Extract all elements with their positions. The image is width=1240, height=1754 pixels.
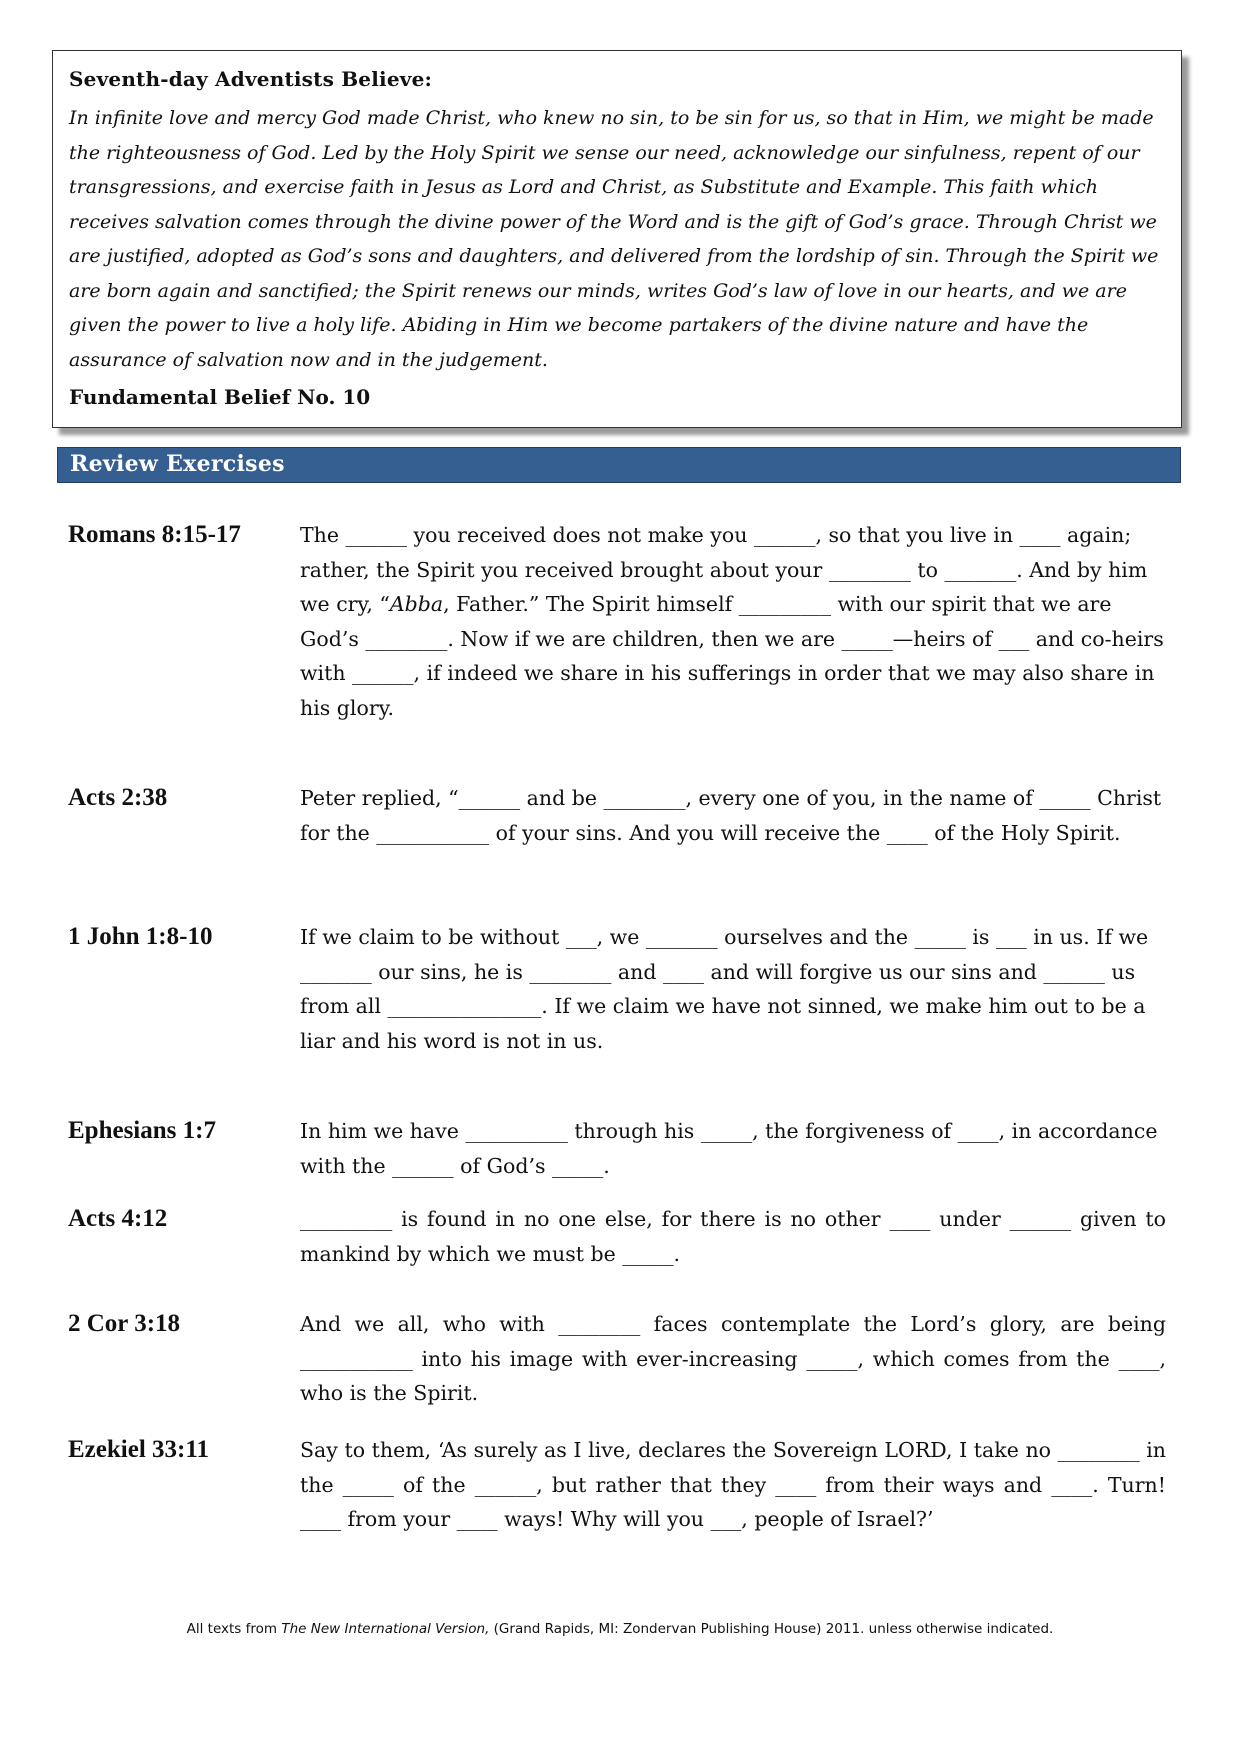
exercise-text-part: The ______ you received does not make you ______, so that you live in ____ again; rather, the Spirit you received brought about your ________ to _______. And by him we cry, “ bbox=[300, 523, 1148, 616]
exercise-text: In him we have __________ through his _____, the forgiveness of ____, in accordance with the ______ of God’s _____. bbox=[300, 1119, 1158, 1178]
belief-heading: Seventh-day Adventists Believe: bbox=[69, 67, 433, 91]
exercise-text: Peter replied, “______ and be ________, every one of you, in the name of _____ Christ for the ___________ of your sins. And you will receive the ____ of the Holy Spirit. bbox=[300, 786, 1162, 845]
exercise-text bbox=[300, 518, 1166, 725]
exercise-text-part: , Father.” The Spirit himself _________ with our spirit that we are God’s ________. Now if we are children, then we are _____—heirs of ___ and co-heirs with ______, if indeed we share in his sufferings in order that we may also share in his glory. bbox=[300, 592, 1164, 720]
exercise-text: Say to them, ‘As surely as I live, declares the Sovereign LORD, I take no ________ in the _____ of the ______, but rather that they ____ from their ways and ____. Turn! ____ from your ____ ways! Why will you ___, people of Israel?’ bbox=[300, 1438, 1166, 1531]
belief-text: In infinite love and mercy God made Christ, who knew no sin, to be sin for us, so that in Him, we might be made the righteousness of God. Led by the Holy Spirit we sense our need, acknowledge our sinfulness, repent of our transgressions, and exercise faith in Jesus as Lord and Christ, as Substitute and Example. This faith which receives salvation comes through the divine power of the Word and is the gift of God’s grace. Through Christ we are justified, adopted as God’s sons and daughters, and delivered from the lordship of sin. Through the Spirit we are born again and sanctified; the Spirit renews our minds, writes God’s law of love in our hearts, and we are given the power to live a holy life. Abiding in Him we become partakers of the divine nature and have the assurance of salvation now and in the judgement. bbox=[69, 107, 1159, 371]
exercise-text: If we claim to be without ___, we _______ ourselves and the _____ is ___ in us. If we _______ our sins, he is ________ and ____ and will forgive us our sins and ______ us from all _______________. If we claim we have not sinned, we make him out to be a liar and his word is not in us. bbox=[300, 925, 1149, 1053]
exercise-reference: 1 John 1:8-10 bbox=[68, 923, 213, 950]
exercise-reference: Romans 8:15-17 bbox=[68, 521, 241, 548]
exercise-text: And we all, who with ________ faces contemplate the Lord’s glory, are being ___________ into his image with ever-increasing _____, which comes from the ____, who is the Spirit. bbox=[300, 1312, 1166, 1405]
exercise-text: _________ is found in no one else, for there is no other ____ under ______ given to mankind by which we must be _____. bbox=[300, 1207, 1166, 1266]
exercise-reference: Ephesians 1:7 bbox=[68, 1117, 216, 1144]
footnote-prefix: All texts from bbox=[186, 1621, 282, 1637]
belief-box bbox=[52, 50, 1182, 428]
review-exercises-header bbox=[57, 447, 1181, 483]
footnote-suffix: (Grand Rapids, MI: Zondervan Publishing House) 2011. unless otherwise indicated. bbox=[489, 1621, 1054, 1637]
exercise-reference: Acts 2:38 bbox=[68, 784, 168, 811]
exercise-reference: Ezekiel 33:11 bbox=[68, 1436, 209, 1463]
belief-footer: Fundamental Belief No. 10 bbox=[69, 385, 371, 409]
review-exercises-title: Review Exercises bbox=[70, 451, 285, 477]
exercise-text-italic: Abba bbox=[389, 592, 444, 616]
exercise-reference: 2 Cor 3:18 bbox=[68, 1310, 181, 1337]
footnote-italic: The New International Version, bbox=[281, 1621, 490, 1637]
exercise-reference: Acts 4:12 bbox=[68, 1205, 168, 1232]
source-footnote bbox=[0, 1621, 1240, 1637]
